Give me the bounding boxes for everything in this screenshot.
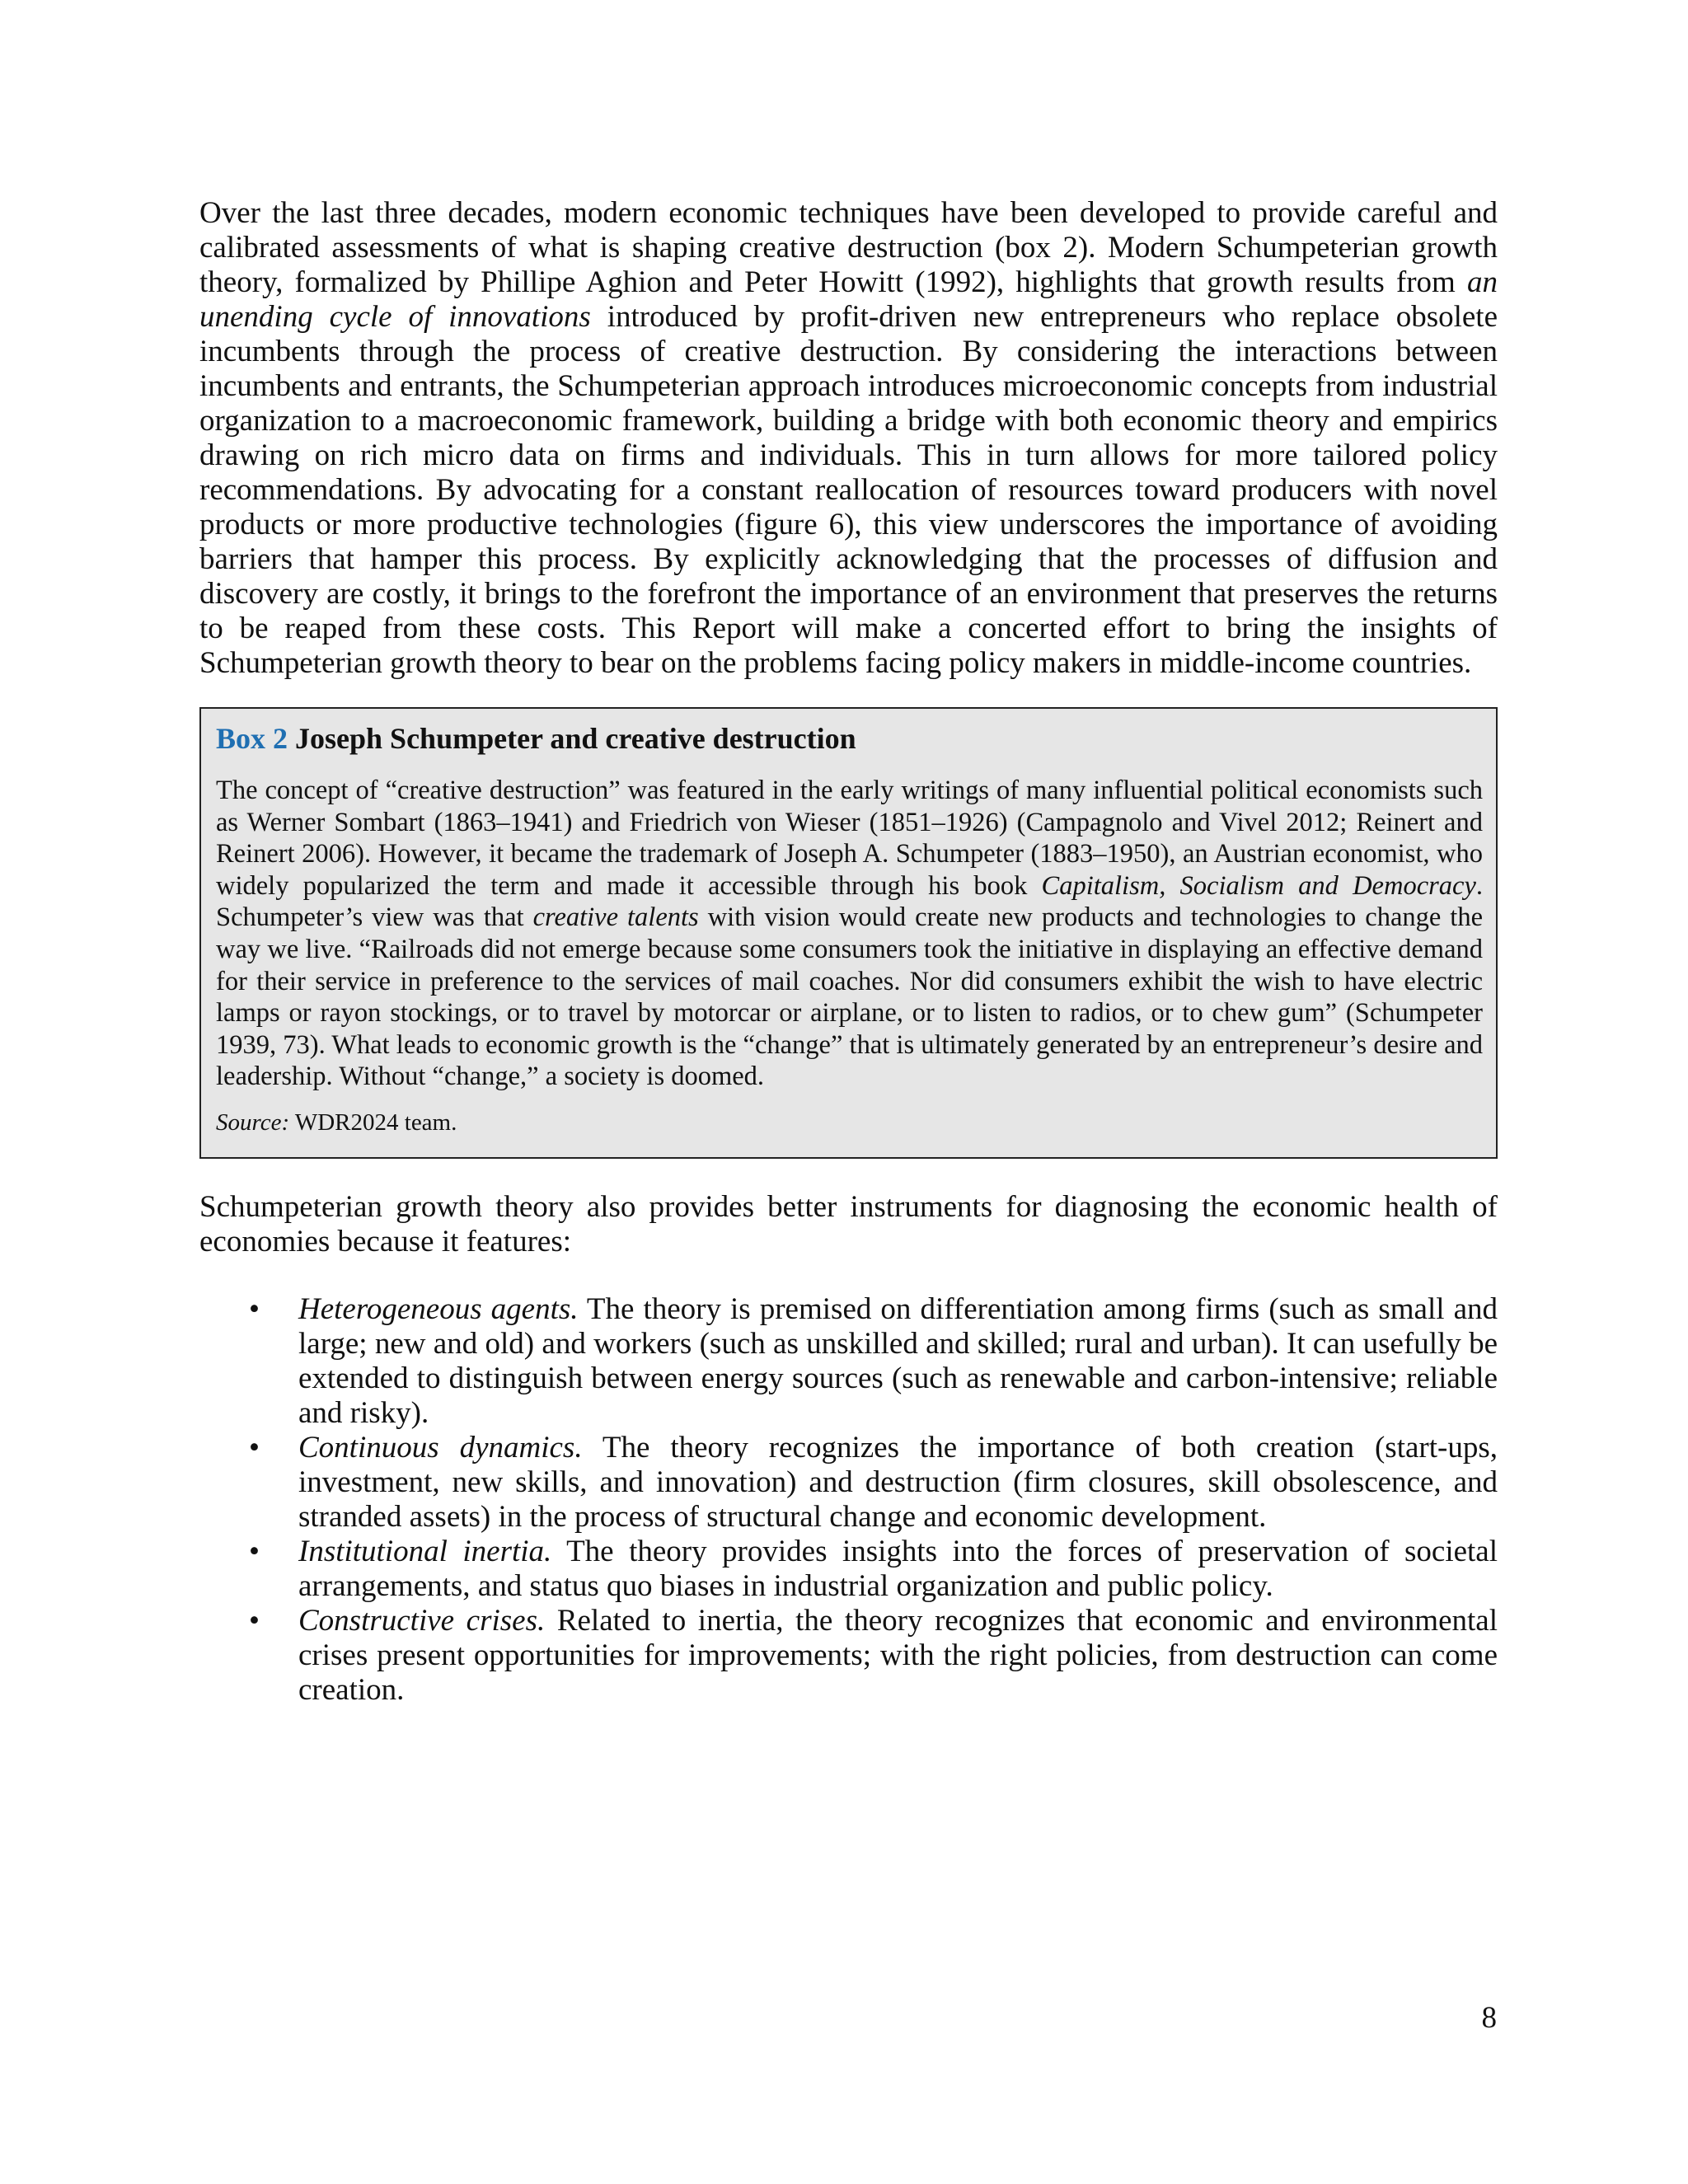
- list-item-text: The theory recognizes the importance of both creation (start-ups, investment, new skills, and innovation) and destruction (firm closures, skill obsolescence, and stranded assets) in the process of structural change and economic development.: [298, 1430, 1498, 1534]
- list-item: [199, 1535, 1498, 1604]
- box-text-2: . Schumpeter’s view was that: [216, 870, 1483, 933]
- list-item-text: Related to inertia, the theory recognizes that economic and environmental crises present opportunities for improvements; with the right policies, from destruction can come creation.: [298, 1603, 1498, 1707]
- box-label: Box 2: [216, 722, 288, 755]
- source-text: WDR2024 team.: [289, 1108, 457, 1136]
- intro-emphasis: an unending cycle of innovations: [199, 265, 1498, 334]
- intro-paragraph: [199, 196, 1498, 681]
- source-label: Source:: [216, 1108, 290, 1136]
- bullet-icon: •: [249, 1603, 260, 1638]
- box-emphasis: creative talents: [532, 902, 699, 933]
- box-body: [216, 775, 1483, 1093]
- list-item: [199, 1292, 1498, 1431]
- list-item: [199, 1431, 1498, 1535]
- features-paragraph: Schumpeterian growth theory also provides better instruments for diagnosing the economic health of economies because it features:: [199, 1189, 1498, 1258]
- list-item: [199, 1604, 1498, 1708]
- list-item-term: Institutional inertia.: [298, 1534, 552, 1568]
- feature-list: [199, 1292, 1498, 1708]
- intro-text-1: Over the last three decades, modern economic techniques have been developed to provide careful and calibrated assessments of what is shaping creative destruction (box 2). Modern Schumpeterian growth theory, formalized by Phillipe Aghion and Peter Howitt (1992), highlights that growth results from: [199, 196, 1498, 299]
- page-number: 8: [1481, 2001, 1497, 2035]
- intro-text-2: introduced by profit-driven new entrepreneurs who replace obsolete incumbents through the process of creative destruction. By considering the interactions between incumbents and entrants, the Schumpeterian approach introduces microeconomic concepts from industrial organization to a macroeconomic framework, building a bridge with both economic theory and empirics drawing on rich micro data on firms and individuals. This in turn allows for more tailored policy recommendations. By advocating for a constant reallocation of resources toward producers with novel products or more productive technologies (figure 6), this view underscores the importance of avoiding barriers that hamper this process. By explicitly acknowledging that the processes of diffusion and discovery are costly, it brings to the forefront the importance of an environment that preserves the returns to be reaped from these costs. This Report will make a concerted effort to bring the insights of Schumpeterian growth theory to bear on the problems facing policy makers in middle-income countries.: [199, 300, 1498, 680]
- bullet-icon: •: [249, 1291, 260, 1326]
- list-item-text: The theory is premised on differentiation among firms (such as small and large; new and old) and workers (such as unskilled and skilled; rural and urban). It can usefully be extended to distinguish between energy sources (such as renewable and carbon-intensive; reliable and risky).: [298, 1291, 1498, 1430]
- list-item-term: Continuous dynamics.: [298, 1430, 583, 1465]
- box-text-3: with vision would create new products and technologies to change the way we live. “Railroads did not emerge because some consumers took the initiative in displaying an effective demand for their service in preference to the services of mail coaches. Nor did consumers exhibit the wish to have electric lamps or rayon stockings, or to travel by motorcar or airplane, or to listen to radios, or to chew gum” (Schumpeter 1939, 73). What leads to economic growth is the “change” that is ultimately generated by an entrepreneur’s desire and leadership. Without “change,” a society is doomed.: [216, 902, 1483, 1092]
- page-content: [199, 196, 1498, 1708]
- list-item-term: Heterogeneous agents.: [298, 1291, 579, 1326]
- list-item-term: Constructive crises.: [298, 1603, 546, 1638]
- box-title: Joseph Schumpeter and creative destruction: [295, 722, 856, 755]
- box-source: [216, 1108, 1483, 1137]
- box-text-1: The concept of “creative destruction” was featured in the early writings of many influential political economists such as Werner Sombart (1863–1941) and Friedrich von Wieser (1851–1926) (Campagnolo and Vivel 2012; Reinert and Reinert 2006). However, it became the trademark of Joseph A. Schumpeter (1883–1950), an Austrian economist, who widely popularized the term and made it accessible through his book: [216, 776, 1483, 901]
- bullet-icon: •: [249, 1430, 260, 1465]
- box-2: [199, 707, 1498, 1159]
- list-item-text: The theory provides insights into the forces of preservation of societal arrangements, and status quo biases in industrial organization and public policy.: [298, 1534, 1498, 1603]
- book-title: Capitalism, Socialism and Democracy: [1041, 870, 1476, 901]
- bullet-icon: •: [249, 1534, 260, 1568]
- box-heading: [216, 720, 1483, 757]
